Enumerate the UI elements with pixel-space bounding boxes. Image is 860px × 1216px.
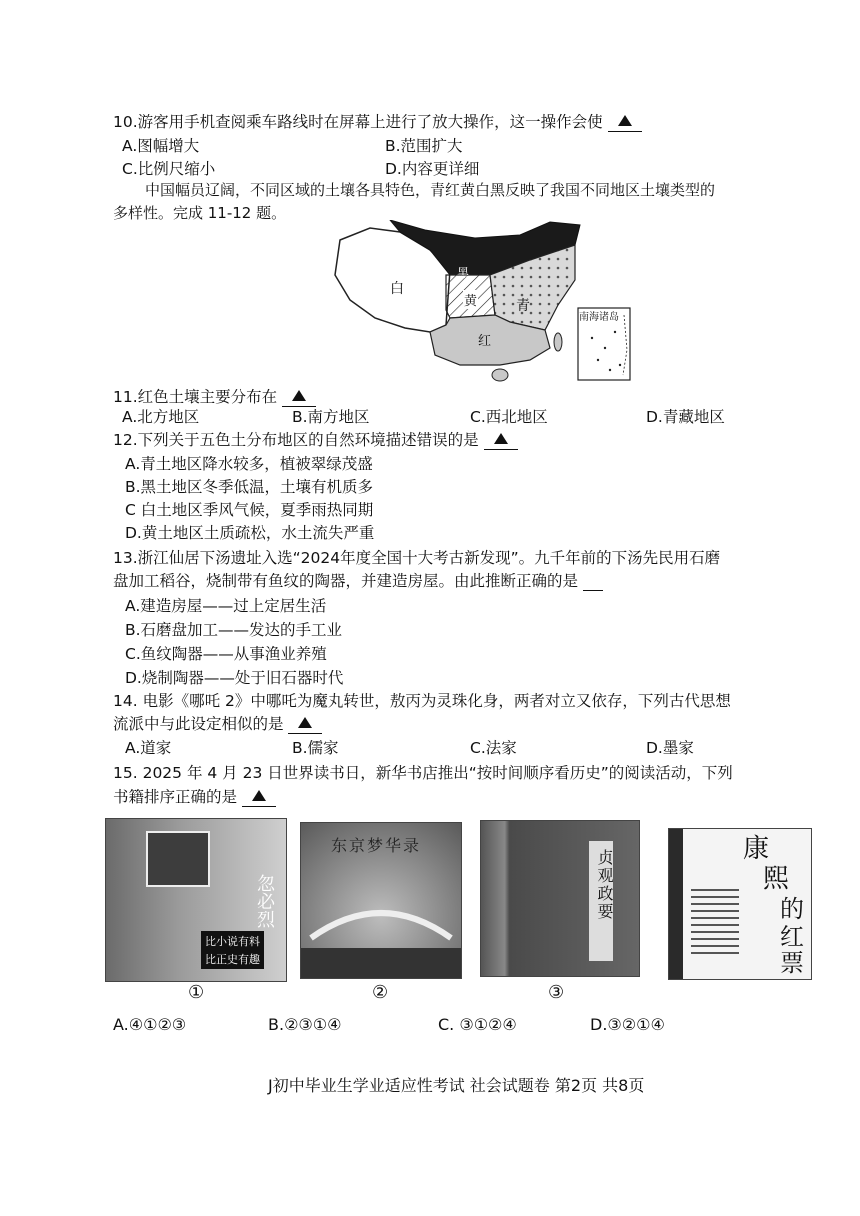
question-12 — [113, 428, 518, 450]
question-14-line-2 — [113, 712, 322, 734]
map-label-black: 黑 — [457, 266, 470, 280]
map-label-white: 白 — [390, 281, 404, 297]
option-a: A.青土地区降水较多，植被翠绿茂盛 — [125, 455, 373, 473]
option-b: B.儒家 — [292, 739, 339, 757]
option-c: C. ③①②④ — [438, 1015, 517, 1034]
book-4-title-char-5: 票 — [780, 949, 804, 977]
map-label-blue-green: 青 — [516, 298, 530, 314]
option-a: A.④①②③ — [113, 1015, 187, 1034]
question-14-stem: 流派中与此设定相似的是 — [113, 715, 284, 733]
option-a: A.道家 — [125, 739, 172, 757]
map-label-red: 红 — [478, 334, 492, 349]
book-1-banner-1: 比小说有料 — [201, 931, 264, 951]
book-4-title-char-2: 熙 — [762, 864, 789, 894]
answer-blank — [608, 113, 642, 132]
triangle-icon — [494, 433, 508, 444]
question-10 — [113, 110, 642, 132]
option-c: C.法家 — [470, 739, 517, 757]
answer-blank — [583, 572, 603, 591]
book-3-number: ③ — [548, 982, 565, 1003]
portrait-image — [146, 831, 210, 887]
intro-line-2: 多样性。完成 11-12 题。 — [113, 204, 287, 222]
question-13-stem: 盘加工稻谷，烧制带有鱼纹的陶器，并建造房屋。由此推断正确的是 — [113, 572, 579, 590]
book-3-title: 贞观政要 — [595, 849, 614, 921]
page-footer: J初中毕业生学业适应性考试 社会试题卷 第2页 共8页 — [268, 1076, 645, 1095]
answer-blank — [242, 788, 276, 807]
book-4-title-char-4: 红 — [780, 923, 804, 951]
question-11-stem: 11.红色土壤主要分布在 — [113, 388, 278, 406]
option-d: D.青藏地区 — [646, 408, 725, 426]
book-1-banner-2: 比正史有趣 — [201, 949, 264, 969]
option-a: A.建造房屋——过上定居生活 — [125, 597, 327, 615]
option-c: C 白土地区季风气候，夏季雨热同期 — [125, 501, 374, 519]
bridge-painting-image — [301, 878, 461, 978]
book-4-title-char-1: 康 — [742, 834, 769, 864]
option-a: A.图幅增大 — [122, 137, 200, 155]
triangle-icon — [252, 790, 266, 801]
question-10-stem: 10.游客用手机查阅乘车路线时在屏幕上进行了放大操作，这一操作会使 — [113, 113, 603, 131]
book-2-number: ② — [372, 982, 389, 1003]
map-label-yellow: 黄 — [463, 290, 478, 309]
question-12-stem: 12.下列关于五色土分布地区的自然环境描述错误的是 — [113, 431, 479, 449]
option-b: B.②③①④ — [268, 1015, 342, 1034]
book-4-title-char-3: 的 — [780, 895, 804, 923]
question-11 — [113, 385, 316, 407]
question-13-line-2 — [113, 569, 603, 591]
option-b: B.黑土地区冬季低温，土壤有机质多 — [125, 478, 374, 496]
answer-blank — [288, 715, 322, 734]
question-15-line-2 — [113, 785, 276, 807]
book-4-cover — [668, 828, 812, 980]
option-c: C.鱼纹陶器——从事渔业养殖 — [125, 645, 327, 663]
option-b: B.南方地区 — [292, 408, 370, 426]
option-b: B.范围扩大 — [385, 137, 463, 155]
option-d: D.黄土地区土质疏松，水土流失严重 — [125, 524, 375, 542]
question-14-line-1: 14. 电影《哪吒 2》中哪吒为魔丸转世，敖丙为灵珠化身，两者对立又依存，下列古代思想 — [113, 692, 731, 710]
china-soil-map — [330, 220, 640, 385]
book-3-cover — [480, 820, 640, 977]
book-1-cover — [105, 818, 287, 982]
option-d: D.烧制陶器——处于旧石器时代 — [125, 669, 344, 687]
triangle-icon — [618, 115, 632, 126]
option-d: D.墨家 — [646, 739, 694, 757]
book-2-cover — [300, 822, 462, 979]
book-4-spine — [669, 829, 683, 979]
option-c: C.比例尺缩小 — [122, 160, 216, 178]
book-1-number: ① — [188, 982, 205, 1003]
option-a: A.北方地区 — [122, 408, 200, 426]
answer-blank — [484, 431, 518, 450]
option-d: D.内容更详细 — [385, 160, 480, 178]
question-15-stem: 书籍排序正确的是 — [113, 788, 238, 806]
book-1-spine-title: 忽必烈 — [254, 874, 275, 928]
map-inset-title: 南海诸岛 — [579, 312, 619, 323]
option-c: C.西北地区 — [470, 408, 548, 426]
book-4-text-block — [691, 889, 739, 959]
question-13-line-1: 13.浙江仙居下汤遗址入选“2024年度全国十大考古新发现”。九千年前的下汤先民用石磨 — [113, 549, 721, 567]
triangle-icon — [292, 390, 306, 401]
option-b: B.石磨盘加工——发达的手工业 — [125, 621, 343, 639]
intro-line-1: 中国幅员辽阔，不同区域的土壤各具特色，青红黄白黑反映了我国不同地区土壤类型的 — [145, 181, 716, 199]
question-15-line-1: 15. 2025 年 4 月 23 日世界读书日，新华书店推出“按时间顺序看历史”的阅读活动，下列 — [113, 764, 733, 782]
book-2-title: 东京梦华录 — [331, 836, 422, 855]
option-d: D.③②①④ — [590, 1015, 665, 1034]
triangle-icon — [298, 717, 312, 728]
